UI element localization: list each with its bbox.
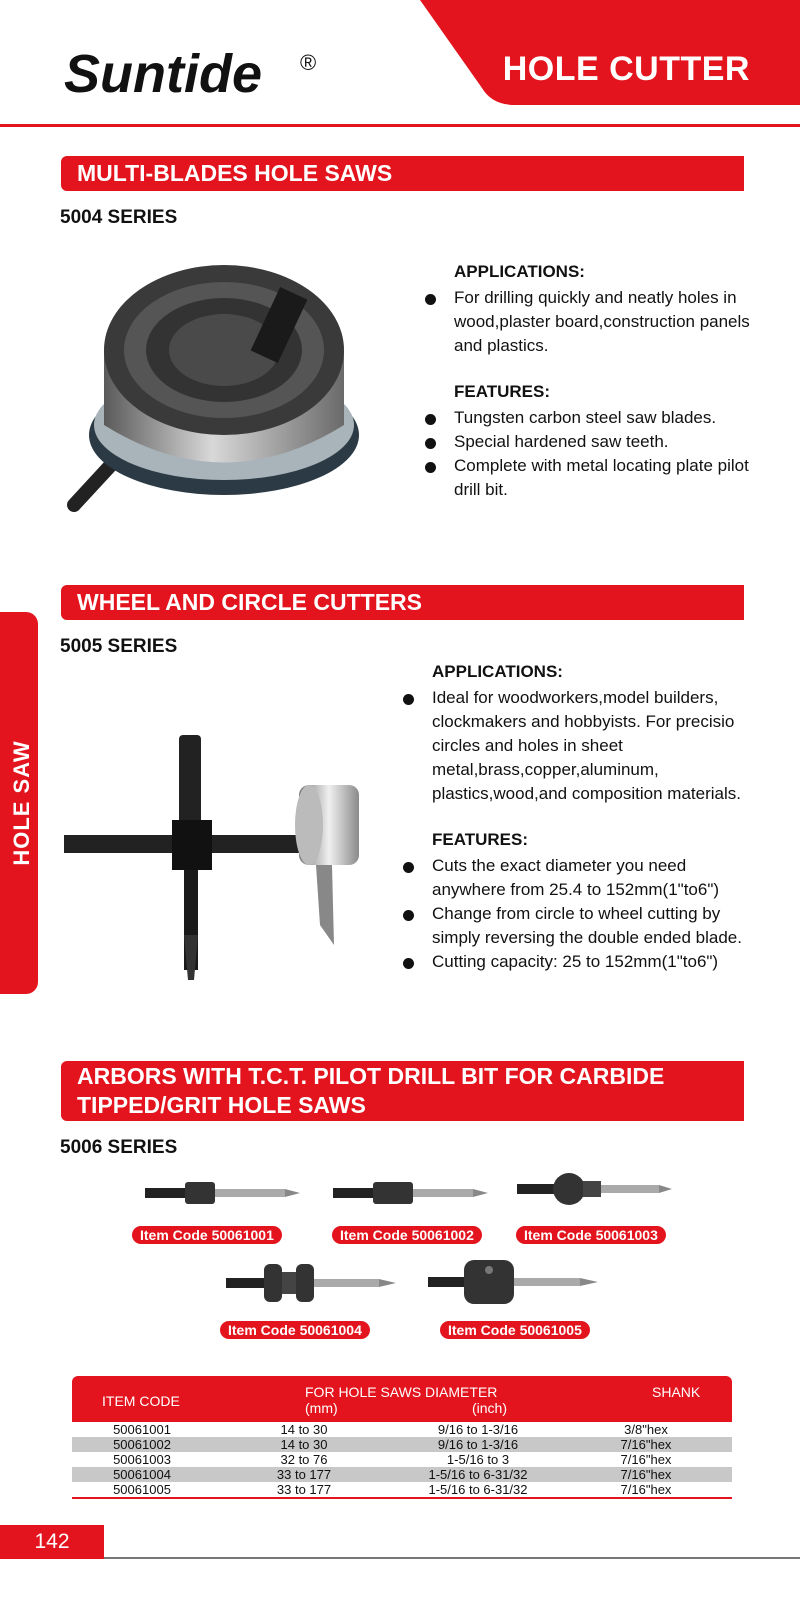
cell-inch: 1-5/16 to 6-31/32	[428, 1482, 528, 1497]
table-row	[72, 1437, 732, 1452]
feature-item: Change from circle to wheel cutting by simply reversing the double ended blade.	[432, 902, 752, 950]
footer-divider	[104, 1557, 800, 1559]
cell-mm: 33 to 177	[276, 1482, 332, 1497]
feature-item: Tungsten carbon steel saw blades.	[454, 406, 754, 430]
multi-blade-hole-saw-image	[64, 240, 364, 535]
cell-shank: 7/16"hex	[620, 1437, 672, 1452]
section-title-wheel-circle: WHEEL AND CIRCLE CUTTERS	[61, 585, 744, 620]
arbor-image-2	[333, 1178, 488, 1208]
cell-item-code: 50061005	[113, 1482, 171, 1497]
page-title: HOLE CUTTER	[502, 50, 750, 88]
applications-heading: APPLICATIONS:	[432, 662, 563, 681]
brand-logo-graphic	[64, 40, 344, 120]
item-code-badge: Item Code 50061004	[220, 1321, 370, 1339]
item-code-badge: Item Code 50061001	[132, 1226, 282, 1244]
cell-mm: 14 to 30	[280, 1437, 328, 1452]
item-code-badge: Item Code 50061002	[332, 1226, 482, 1244]
cell-mm: 32 to 76	[280, 1452, 328, 1467]
features-heading: FEATURES:	[432, 830, 529, 849]
arbor-image-3	[517, 1168, 672, 1208]
application-item: Ideal for woodworkers,model builders, clockmakers and hobbyists. For precisio circles and holes in sheet metal,brass,copper,aluminum, plastics,wood,and composition materials.	[432, 686, 752, 806]
section-title-arbors: ARBORS WITH T.C.T. PILOT DRILL BIT FOR CARBIDE TIPPED/GRIT HOLE SAWS	[61, 1061, 744, 1121]
cell-shank: 7/16"hex	[620, 1467, 672, 1482]
arbor-image-1	[145, 1178, 300, 1208]
page-number: 142	[0, 1525, 104, 1559]
feature-item: Special hardened saw teeth.	[454, 430, 754, 454]
side-tab-label: HOLE SAW	[9, 740, 34, 866]
cell-mm: 14 to 30	[280, 1422, 328, 1437]
table-row	[72, 1482, 732, 1497]
cell-item-code: 50061003	[113, 1452, 171, 1467]
cell-inch: 9/16 to 1-3/16	[437, 1437, 519, 1452]
spec-table-header	[72, 1376, 732, 1422]
cell-inch: 1-5/16 to 3	[446, 1452, 510, 1467]
cell-inch: 9/16 to 1-3/16	[437, 1422, 519, 1437]
feature-item: Complete with metal locating plate pilot drill bit.	[454, 454, 754, 502]
brand-name: Suntide	[64, 44, 262, 104]
arbor-image-4	[226, 1258, 396, 1308]
table-row	[72, 1422, 732, 1437]
cell-mm: 33 to 177	[276, 1467, 332, 1482]
series-5004: 5004 SERIES	[60, 207, 178, 228]
header-shank: SHANK	[652, 1384, 701, 1400]
table-row	[72, 1452, 732, 1467]
cell-shank: 7/16"hex	[620, 1482, 672, 1497]
item-code-badge: Item Code 50061003	[516, 1226, 666, 1244]
applications-block-5004	[454, 260, 754, 502]
application-item: For drilling quickly and neatly holes in wood,plaster board,construction panels and plastics.	[454, 286, 754, 358]
brand-logo	[64, 40, 344, 120]
cell-item-code: 50061001	[113, 1422, 171, 1437]
cell-shank: 3/8"hex	[624, 1422, 668, 1437]
spec-table	[72, 1376, 732, 1499]
applications-heading: APPLICATIONS:	[454, 262, 585, 281]
table-row	[72, 1467, 732, 1482]
applications-block-5005	[432, 660, 752, 974]
header-band	[420, 0, 800, 105]
header-diameter: FOR HOLE SAWS DIAMETER	[305, 1384, 498, 1400]
features-heading: FEATURES:	[454, 382, 551, 401]
series-5006: 5006 SERIES	[60, 1137, 178, 1158]
cell-shank: 7/16"hex	[620, 1452, 672, 1467]
arbor-image-5	[428, 1256, 598, 1308]
cell-inch: 1-5/16 to 6-31/32	[428, 1467, 528, 1482]
feature-item: Cutting capacity: 25 to 152mm(1"to6")	[432, 950, 752, 974]
table-bottom-rule	[72, 1497, 732, 1499]
circle-cutter-image	[64, 735, 374, 995]
header-item-code: ITEM CODE	[102, 1393, 180, 1409]
cell-item-code: 50061002	[113, 1437, 171, 1452]
cell-item-code: 50061004	[113, 1467, 171, 1482]
header-inch: (inch)	[472, 1400, 508, 1416]
header-divider	[0, 124, 800, 127]
section-title-multi-blades: MULTI-BLADES HOLE SAWS	[61, 156, 744, 191]
registered-mark: ®	[300, 50, 317, 75]
feature-item: Cuts the exact diameter you need anywhere from 25.4 to 152mm(1"to6")	[432, 854, 752, 902]
header-mm: (mm)	[305, 1400, 338, 1416]
series-5005: 5005 SERIES	[60, 636, 178, 657]
item-code-badge: Item Code 50061005	[440, 1321, 590, 1339]
